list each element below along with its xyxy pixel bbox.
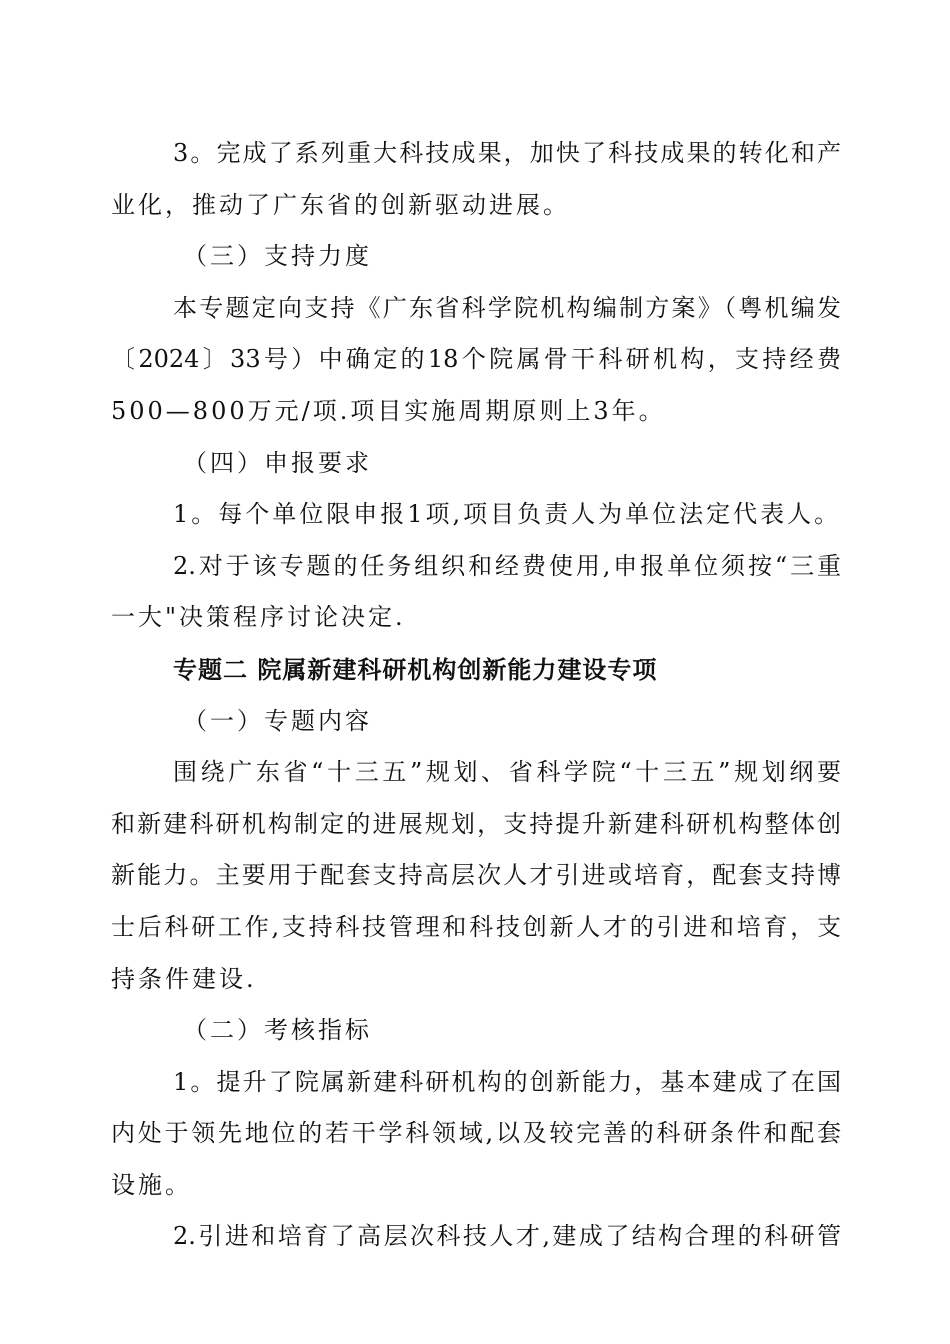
paragraph-line: 内处于领先地位的若干学科领域,以及较完善的科研条件和配套	[111, 1119, 841, 1148]
paragraph-line: 1。提升了院属新建科研机构的创新能力，基本建成了在国	[173, 1067, 841, 1096]
section-heading: （三）支持力度	[183, 242, 372, 271]
paragraph-line: 新能力。主要用于配套支持高层次人才引进或培育，配套支持博	[111, 861, 841, 890]
paragraph-line: 业化，推动了广东省的创新驱动进展。	[111, 190, 570, 219]
section-heading: （四）申报要求	[183, 448, 372, 477]
paragraph-line: 500—800万元/项.项目实施周期原则上3年。	[111, 396, 666, 425]
paragraph-line: 1。每个单位限申报1项,项目负责人为单位法定代表人。	[173, 500, 842, 529]
section-heading: （二）考核指标	[183, 1016, 372, 1045]
section-heading: （一）专题内容	[183, 706, 372, 735]
paragraph-line: 3。完成了系列重大科技成果，加快了科技成果的转化和产	[173, 139, 841, 167]
paragraph-line: 设施。	[111, 1170, 192, 1199]
topic-heading: 专题二 院属新建科研机构创新能力建设专项	[173, 654, 658, 684]
paragraph-line: 2.对于该专题的任务组织和经费使用,申报单位须按“三重	[173, 551, 841, 580]
paragraph-line: 本专题定向支持《广东省科学院机构编制方案》（粤机编发	[173, 293, 841, 322]
paragraph-line: 2.引进和培育了高层次科技人才,建成了结构合理的科研管	[173, 1222, 841, 1251]
paragraph-line: 士后科研工作,支持科技管理和科技创新人才的引进和培育，支	[111, 912, 841, 941]
paragraph-line: 一大"决策程序讨论决定.	[111, 603, 406, 632]
paragraph-line: 持条件建设.	[111, 964, 257, 993]
paragraph-line: 和新建科研机构制定的进展规划，支持提升新建科研机构整体创	[111, 809, 841, 838]
paragraph-line: 围绕广东省“十三五”规划、省科学院“十三五”规划纲要	[173, 758, 841, 787]
paragraph-line: 〔2024〕33号）中确定的18个院属骨干科研机构，支持经费	[111, 345, 841, 374]
document-body	[111, 128, 841, 1263]
